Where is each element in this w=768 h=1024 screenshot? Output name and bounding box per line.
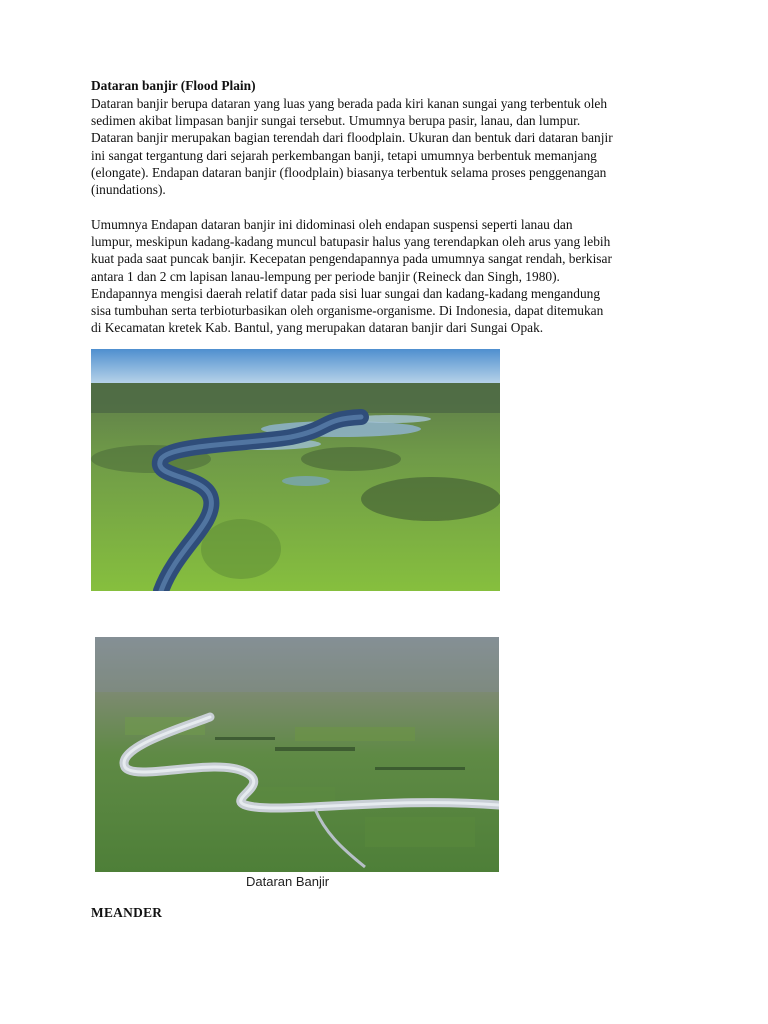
dataran-banjir-photo <box>95 637 499 872</box>
paragraph-2-line: Endapannya mengisi daerah relatif datar pada sisi luar sungai dan kadang-kadang mengandung <box>91 285 601 301</box>
paragraph-2-line: lumpur, meskipun kadang-kadang muncul batupasir halus yang terendapkan oleh arus yang lebih <box>91 234 611 250</box>
paragraph-2-line: sisa tumbuhan serta terbioturbasikan oleh organisme-organisme. Di Indonesia, dapat ditemukan <box>91 303 604 319</box>
paragraph-2 <box>91 216 691 336</box>
paragraph-1-line: (inundations). <box>91 182 166 198</box>
paragraph-2-line: di Kecamatan kretek Kab. Bantul, yang merupakan dataran banjir dari Sungai Opak. <box>91 320 544 336</box>
section-heading-meander: MEANDER <box>91 905 163 920</box>
paragraph-1 <box>91 95 691 198</box>
paragraph-1-line: Dataran banjir berupa dataran yang luas yang berada pada kiri kanan sungai yang terbentuk oleh <box>91 96 608 111</box>
paragraph-1-line: Dataran banjir merupakan bagian terendah dari floodplain. Ukuran dan bentuk dari dataran banjir <box>91 130 613 146</box>
paragraph-1-line: sedimen akibat limpasan banjir sungai tersebut. Umumnya berupa pasir, lanau, dan lumpur. <box>91 113 581 129</box>
dataran-banjir-illustration <box>95 637 499 872</box>
heading-flood-plain: Dataran banjir (Flood Plain) <box>91 78 256 93</box>
paragraph-2-line: kuat pada saat puncak banjir. Kecepatan pengendapannya pada umumnya sangat rendah, berkisar <box>91 251 612 267</box>
paragraph-1-line: ini sangat tergantung dari sejarah perkembangan banji, tetapi umumnya berbentuk memanjang <box>91 147 597 163</box>
paragraph-1-line: (elongate). Endapan dataran banjir (floodplain) biasanya terbentuk selama proses penggenangan <box>91 164 607 180</box>
floodplain-aerial-illustration <box>91 349 500 591</box>
paragraph-2-line: antara 1 dan 2 cm lapisan lanau-lempung per periode banjir (Reineck dan Singh, 1980). <box>91 268 560 284</box>
paragraph-2-line: Umumnya Endapan dataran banjir ini didominasi oleh endapan suspensi seperti lanau dan <box>91 217 573 232</box>
photo-caption: Dataran Banjir <box>246 874 330 889</box>
floodplain-aerial-photo <box>91 349 500 591</box>
